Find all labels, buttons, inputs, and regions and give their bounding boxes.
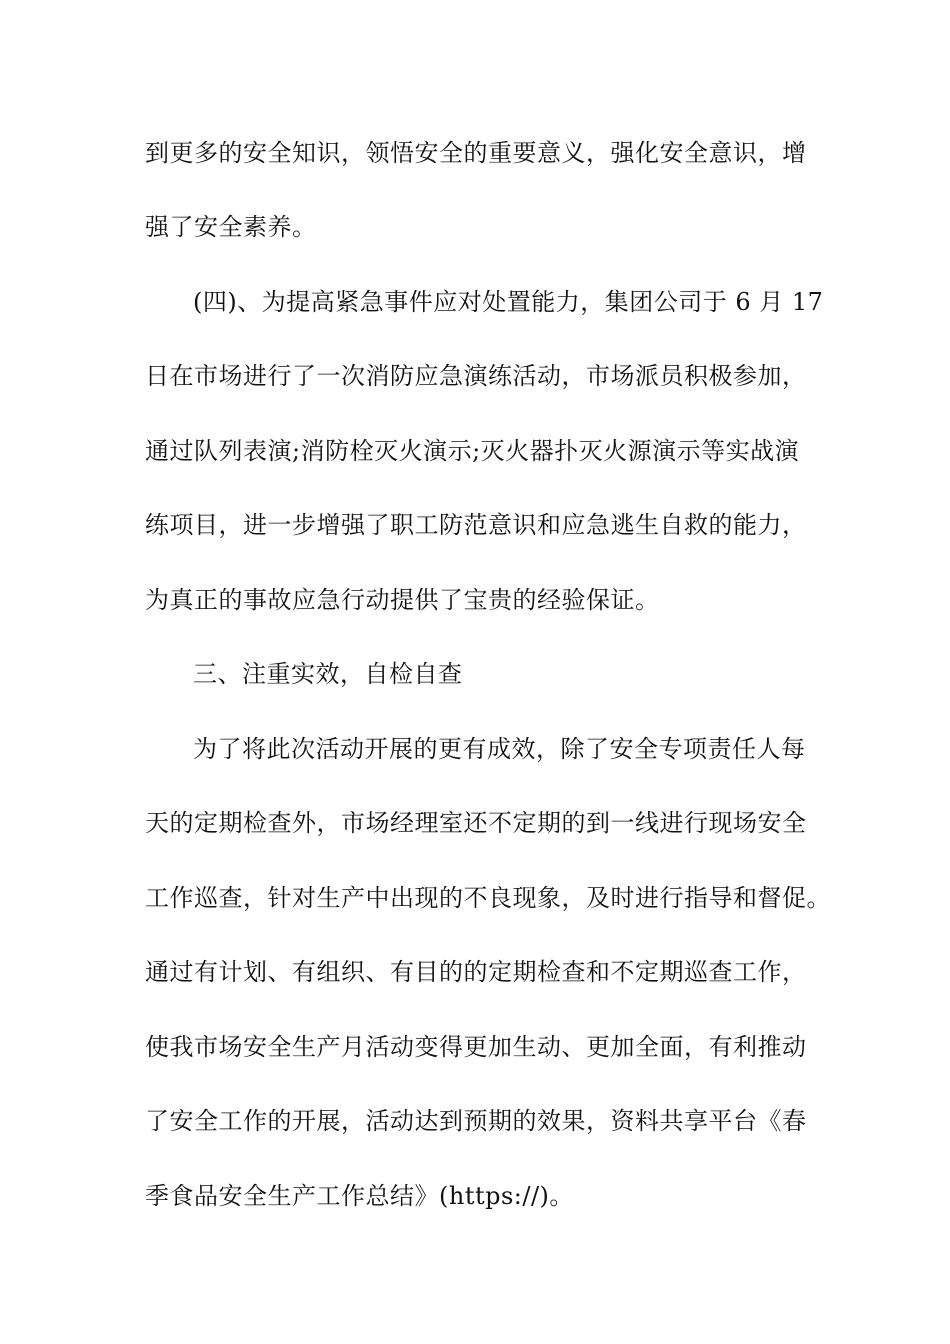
text-line: 季食品安全生产工作总结》(https://)。 [145,1182,574,1210]
text-line: 了安全工作的开展，活动达到预期的效果，资料共享平台《春 [145,1107,807,1135]
text-line: 日在市场进行了一次消防应急演练活动，市场派员积极参加， [145,362,807,390]
text-line: 天的定期检查外，市场经理室还不定期的到一线进行现场安全 [145,809,807,837]
text-line: 为了将此次活动开展的更有成效，除了安全专项责任人每 [193,735,806,763]
text-line: 通过有计划、有组织、有目的的定期检查和不定期巡查工作， [145,958,807,986]
section-heading: 三、注重实效，自检自查 [193,660,463,688]
text-line: 练项目，进一步增强了职工防范意识和应急逃生自救的能力， [145,511,807,539]
text-line: 使我市场安全生产月活动变得更加生动、更加全面，有利推动 [145,1033,807,1061]
text-line: (四)、为提高紧急事件应对处置能力，集团公司于 6 月 17 [193,288,824,316]
text-line: 通过队列表演;消防栓灭火演示;灭火器扑灭火源演示等实战演 [145,437,800,465]
text-line: 为真正的事故应急行动提供了宝贵的经验保证。 [145,586,660,614]
text-line: 工作巡查，针对生产中出现的不良现象，及时进行指导和督促。 [145,884,831,912]
text-line: 到更多的安全知识，领悟安全的重要意义，强化安全意识，增 [145,139,807,167]
text-line: 强了安全素养。 [145,213,317,241]
